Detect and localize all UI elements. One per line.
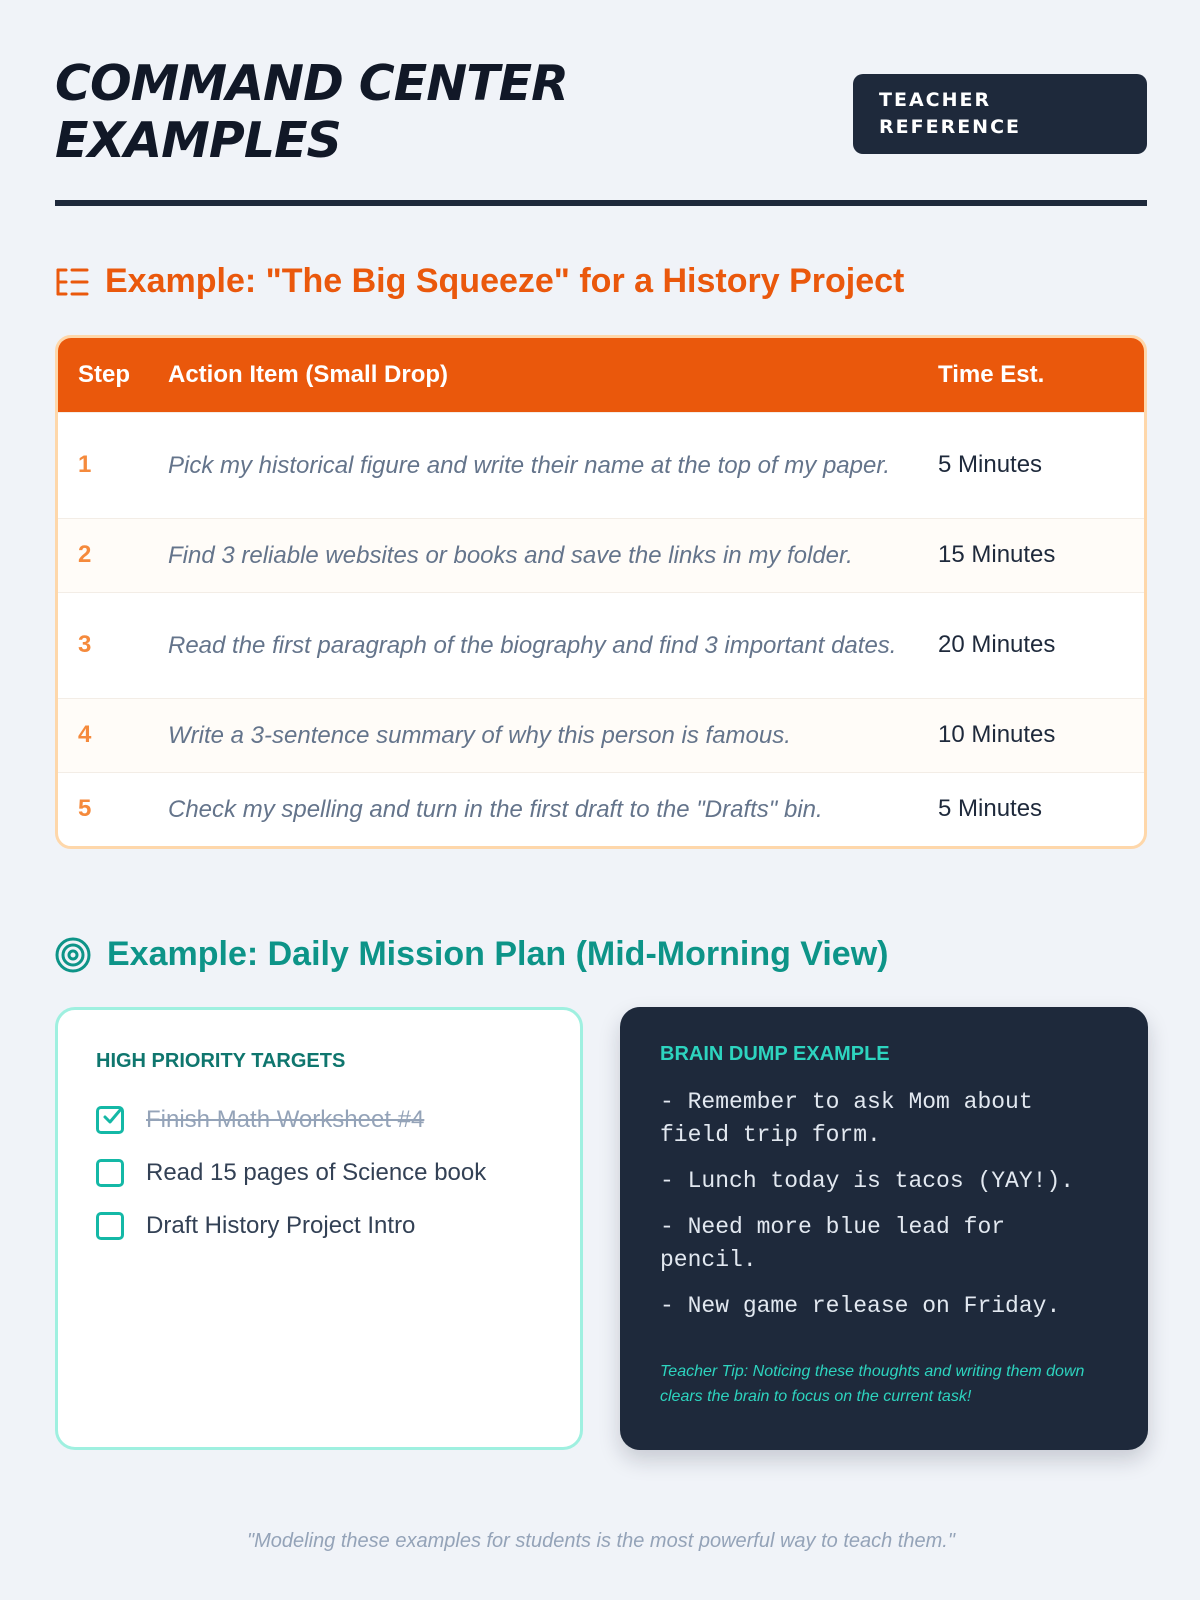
mission-plan-heading [55,935,889,974]
page-title: COMMAND CENTER EXAMPLES [55,55,568,169]
mission-plan-heading-text: Example: Daily Mission Plan (Mid-Morning View) [107,935,889,973]
checkbox-checked[interactable] [96,1106,124,1134]
time-estimate: 5 Minutes [938,451,1043,478]
step-number: 2 [78,541,92,568]
time-estimate: 20 Minutes [938,631,1056,658]
time-estimate: 10 Minutes [938,721,1056,748]
action-item: Find 3 reliable websites or books and save the links in my folder. [168,541,853,569]
step-number: 5 [78,795,92,823]
brain-dump-line: - Lunch today is tacos (YAY!). [660,1168,1075,1194]
action-item: Read the first paragraph of the biography and find 3 important dates. [168,631,897,659]
target-item[interactable] [96,1093,542,1146]
time-estimate: 15 Minutes [938,541,1056,568]
table-row [58,698,1144,772]
table-row [58,592,1144,698]
checkbox-unchecked[interactable] [96,1212,124,1240]
teacher-tip: Teacher Tip: Noticing these thoughts and writing them down clears the brain to focus on the current task! [660,1363,1085,1405]
action-item: Check my spelling and turn in the first draft to the "Drafts" bin. [168,795,823,823]
list-tree-icon [55,267,89,297]
target-item[interactable] [96,1199,542,1252]
footer-quote: "Modeling these examples for students is the most powerful way to teach them." [247,1530,955,1552]
target-label: Draft History Project Intro [146,1211,416,1239]
big-squeeze-heading-text: Example: "The Big Squeeze" for a History Project [105,262,905,300]
brain-dump-title: BRAIN DUMP EXAMPLE [660,1043,890,1065]
targets-title: HIGH PRIORITY TARGETS [96,1050,346,1072]
teacher-reference-badge: TEACHER REFERENCE [853,74,1147,154]
target-icon [55,937,91,973]
table-header-row [58,338,1144,412]
column-header-step: Step [78,360,131,388]
action-item: Write a 3-sentence summary of why this person is famous. [168,721,791,749]
time-estimate: 5 Minutes [938,795,1043,823]
table-row [58,518,1144,592]
page-header [55,55,1147,205]
table-row [58,412,1144,518]
table-row [58,772,1144,846]
column-header-time: Time Est. [938,360,1045,388]
target-label: Read 15 pages of Science book [146,1158,487,1186]
checkbox-unchecked[interactable] [96,1159,124,1187]
brain-dump-line: - Need more blue lead for pencil. [660,1214,1006,1273]
target-label: Finish Math Worksheet #4 [146,1105,425,1133]
big-squeeze-heading [55,262,904,301]
big-squeeze-table [55,335,1147,849]
step-number: 4 [78,721,92,748]
step-number: 1 [78,451,92,478]
checkmark-icon [101,1105,125,1129]
column-header-action: Action Item (Small Drop) [168,360,449,388]
brain-dump-line: - Remember to ask Mom about field trip form. [660,1089,1033,1148]
target-item[interactable] [96,1146,542,1199]
brain-dump-line: - New game release on Friday. [660,1293,1061,1319]
step-number: 3 [78,631,92,658]
header-divider [55,200,1147,206]
action-item: Pick my historical figure and write their name at the top of my paper. [168,451,891,479]
brain-dump-card [620,1007,1148,1450]
high-priority-targets-card [55,1007,583,1450]
